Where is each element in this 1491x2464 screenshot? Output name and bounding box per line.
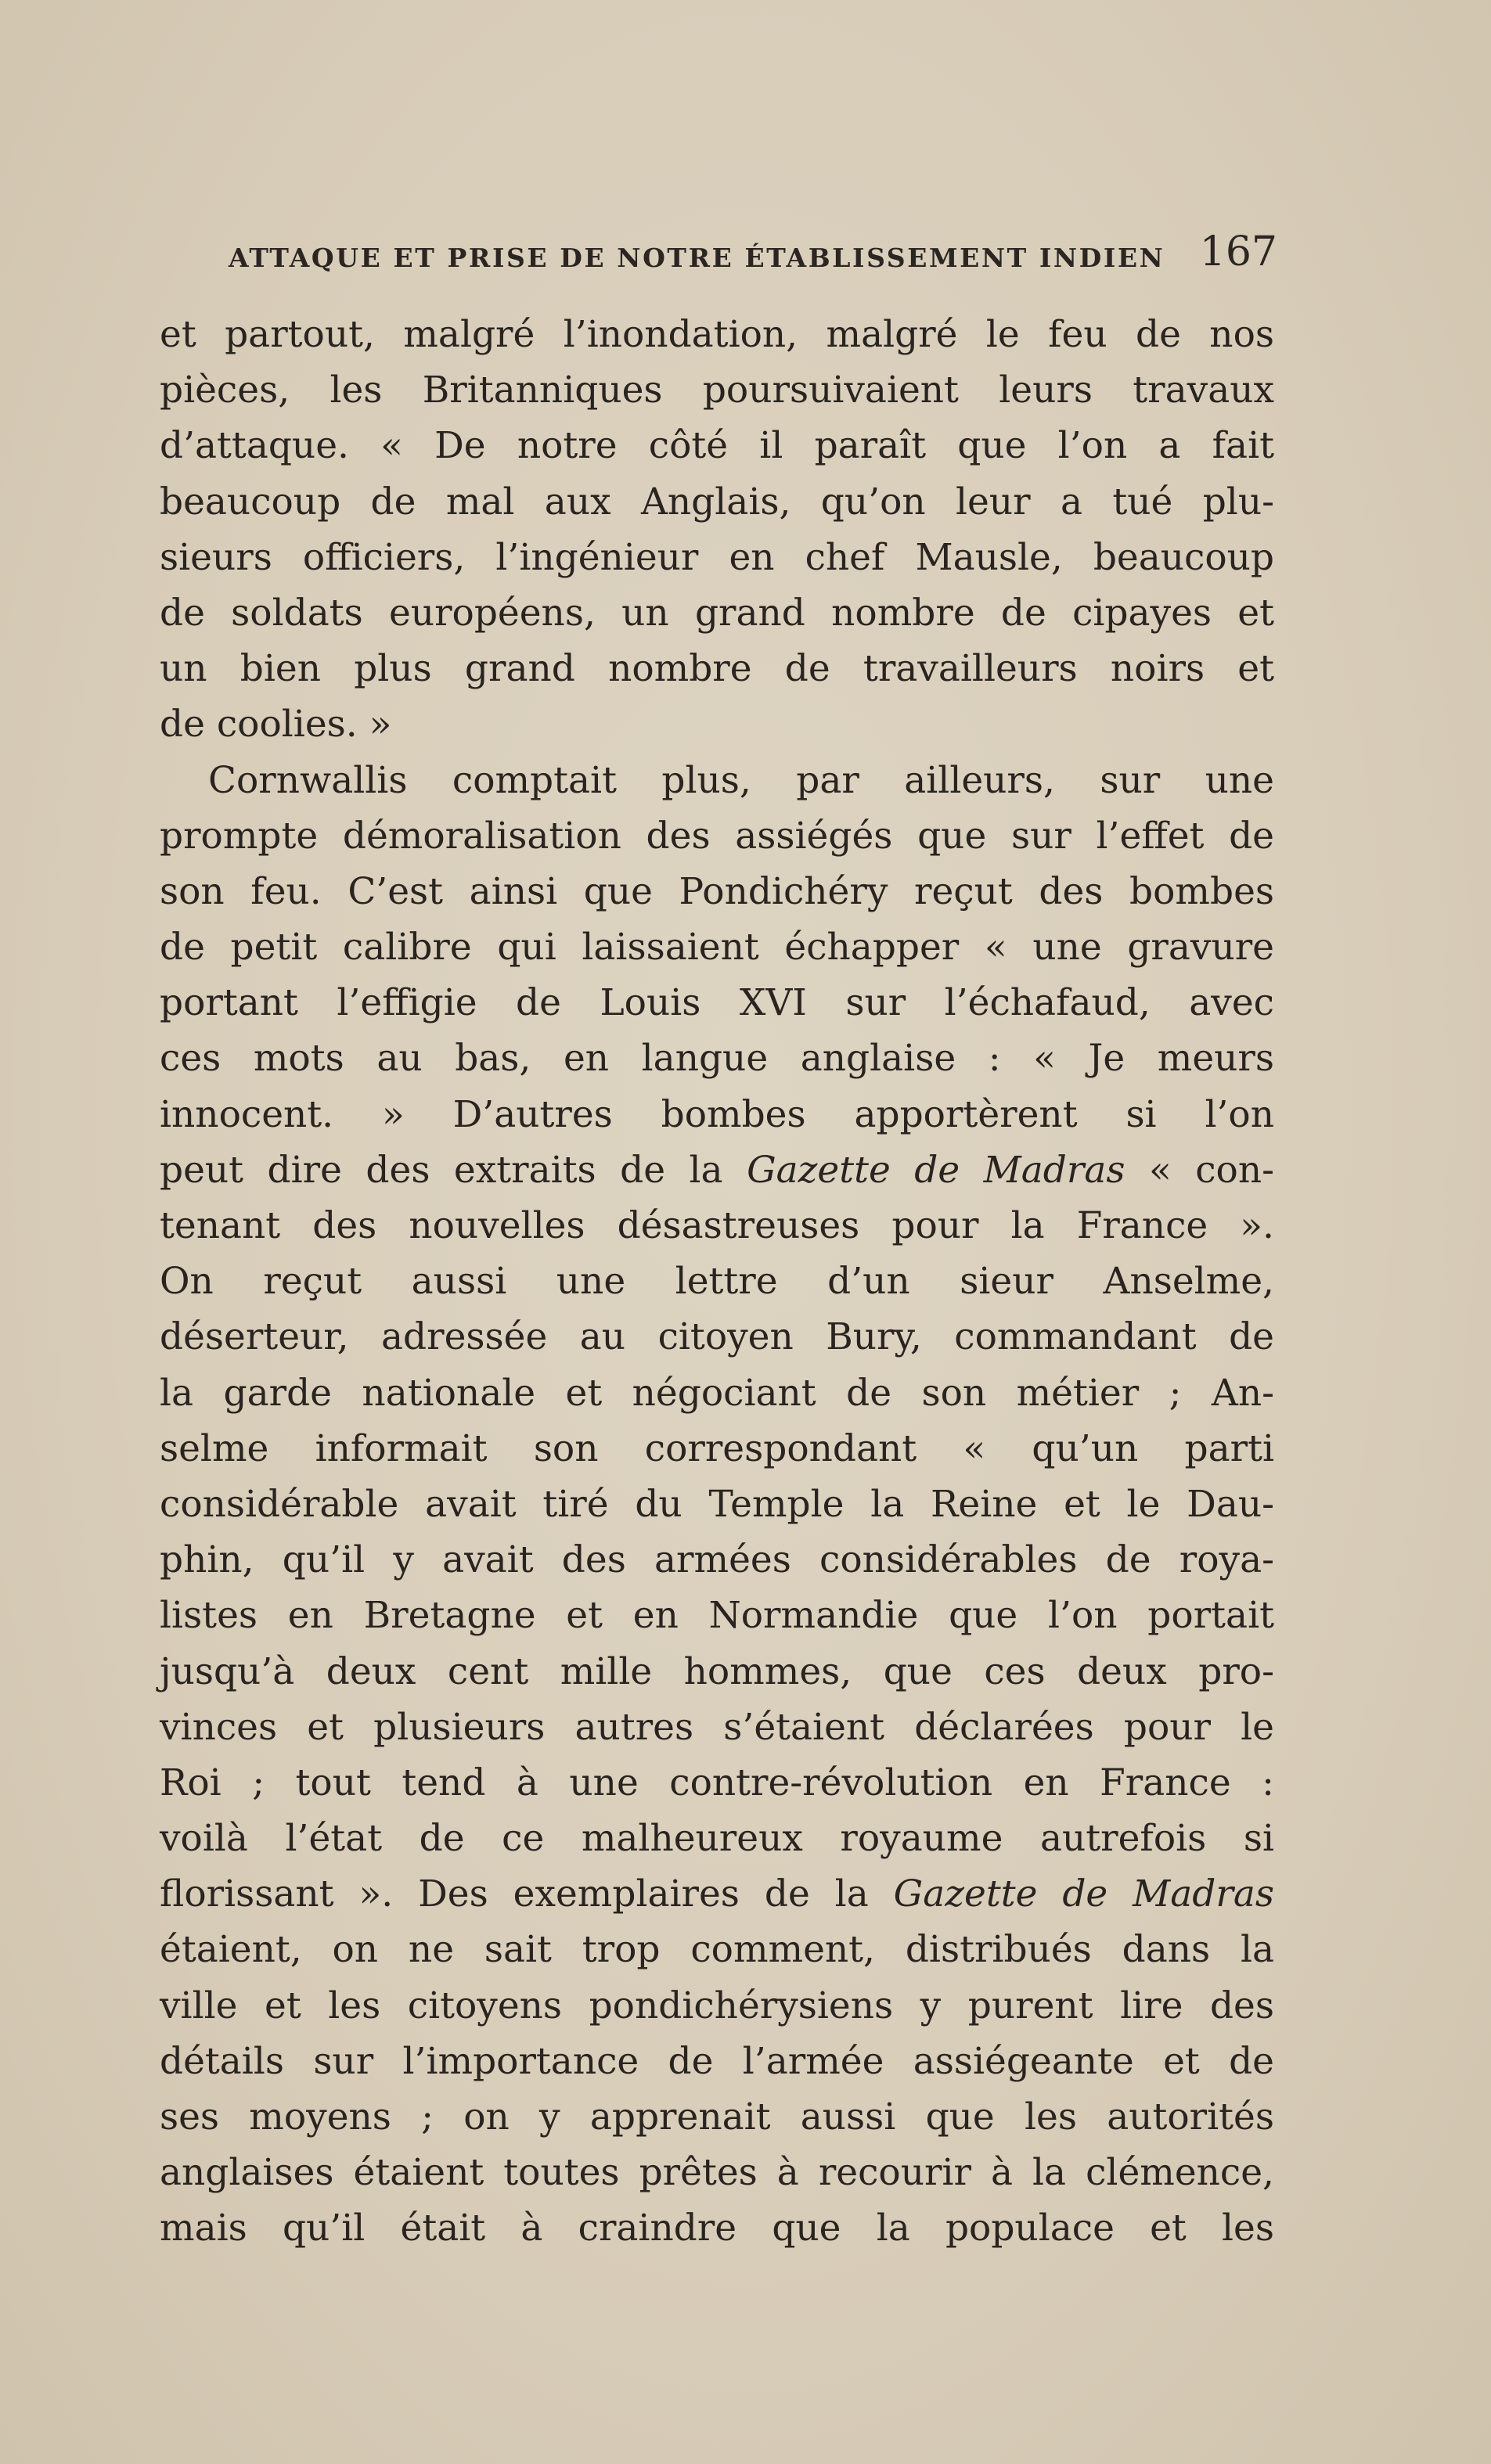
text-line: étaient, on ne sait trop comment, distribués dans la	[160, 1928, 1274, 1972]
text-line: déserteur, adressée au citoyen Bury, commandant de	[160, 1315, 1274, 1359]
italic-title: Gazette de Madras	[893, 1872, 1274, 1916]
text-line: la garde nationale et négociant de son métier ; An-	[160, 1371, 1274, 1415]
italic-title: Gazette de Madras	[747, 1148, 1125, 1192]
text-line: innocent. » D’autres bombes apportèrent si l’on	[160, 1092, 1274, 1136]
text-line: d’attaque. « De notre côté il paraît que l’on a fait	[160, 424, 1274, 468]
text-line: portant l’effigie de Louis XVI sur l’échafaud, avec	[160, 981, 1274, 1025]
text-line: beaucoup de mal aux Anglais, qu’on leur a tué plu-	[160, 480, 1274, 523]
text-line: détails sur l’importance de l’armée assiégeante et de	[160, 2039, 1274, 2083]
text-line: sieurs officiers, l’ingénieur en chef Mausle, beaucoup	[160, 535, 1274, 579]
line-text: florissant ». Des exemplaires de la	[160, 1872, 894, 1916]
text-line: phin, qu’il y avait des armées considérables de roya-	[160, 1538, 1274, 1582]
page-number: 167	[1199, 228, 1277, 275]
text-line: jusqu’à deux cent mille hommes, que ces deux pro-	[160, 1649, 1274, 1693]
text-line: vinces et plusieurs autres s’étaient déclarées pour le	[160, 1705, 1274, 1749]
text-line: ces mots au bas, en langue anglaise : « Je meurs	[160, 1037, 1274, 1081]
text-line: de petit calibre qui laissaient échapper « une gravure	[160, 926, 1274, 969]
text-line: selme informait son correspondant « qu’un parti	[160, 1426, 1274, 1470]
text-line: un bien plus grand nombre de travailleurs noirs et	[160, 647, 1274, 691]
text-line: de coolies. »	[160, 703, 392, 746]
text-line: ses moyens ; on y apprenait aussi que les autorités	[160, 2095, 1274, 2138]
text-line: ville et les citoyens pondichérysiens y purent lire des	[160, 1984, 1274, 2027]
line-text: peut dire des extraits de la	[160, 1148, 747, 1192]
text-line-with-italic	[160, 1142, 1274, 1198]
text-line: de soldats européens, un grand nombre de cipayes et	[160, 591, 1274, 635]
text-line: voilà l’état de ce malheureux royaume autrefois si	[160, 1817, 1274, 1861]
running-title: ATTAQUE ET PRISE DE NOTRE ÉTABLISSEMENT INDIEN	[229, 243, 1165, 273]
text-line: son feu. C’est ainsi que Pondichéry reçut des bombes	[160, 869, 1274, 913]
text-line: anglaises étaient toutes prêtes à recourir à la clémence,	[160, 2151, 1274, 2195]
text-line: On reçut aussi une lettre d’un sieur Anselme,	[160, 1260, 1274, 1304]
text-line: mais qu’il était à craindre que la populace et les	[160, 2207, 1274, 2250]
text-line: tenant des nouvelles désastreuses pour la France ».	[160, 1204, 1274, 1247]
page-header	[229, 228, 1277, 283]
line-text: « con-	[1125, 1148, 1274, 1192]
text-line: considérable avait tiré du Temple la Reine et le Dau-	[160, 1482, 1274, 1526]
text-line: Roi ; tout tend à une contre-révolution en France :	[160, 1761, 1274, 1804]
text-line: pièces, les Britanniques poursuivaient leurs travaux	[160, 369, 1274, 412]
body-text	[160, 307, 1274, 2257]
text-line: prompte démoralisation des assiégés que sur l’effet de	[160, 814, 1274, 858]
text-line: et partout, malgré l’inondation, malgré le feu de nos	[160, 313, 1274, 356]
paragraph-start-line: Cornwallis comptait plus, par ailleurs, sur une	[208, 758, 1274, 802]
text-line: listes en Bretagne et en Normandie que l’on portait	[160, 1594, 1274, 1638]
text-line-with-italic	[160, 1866, 1274, 1922]
